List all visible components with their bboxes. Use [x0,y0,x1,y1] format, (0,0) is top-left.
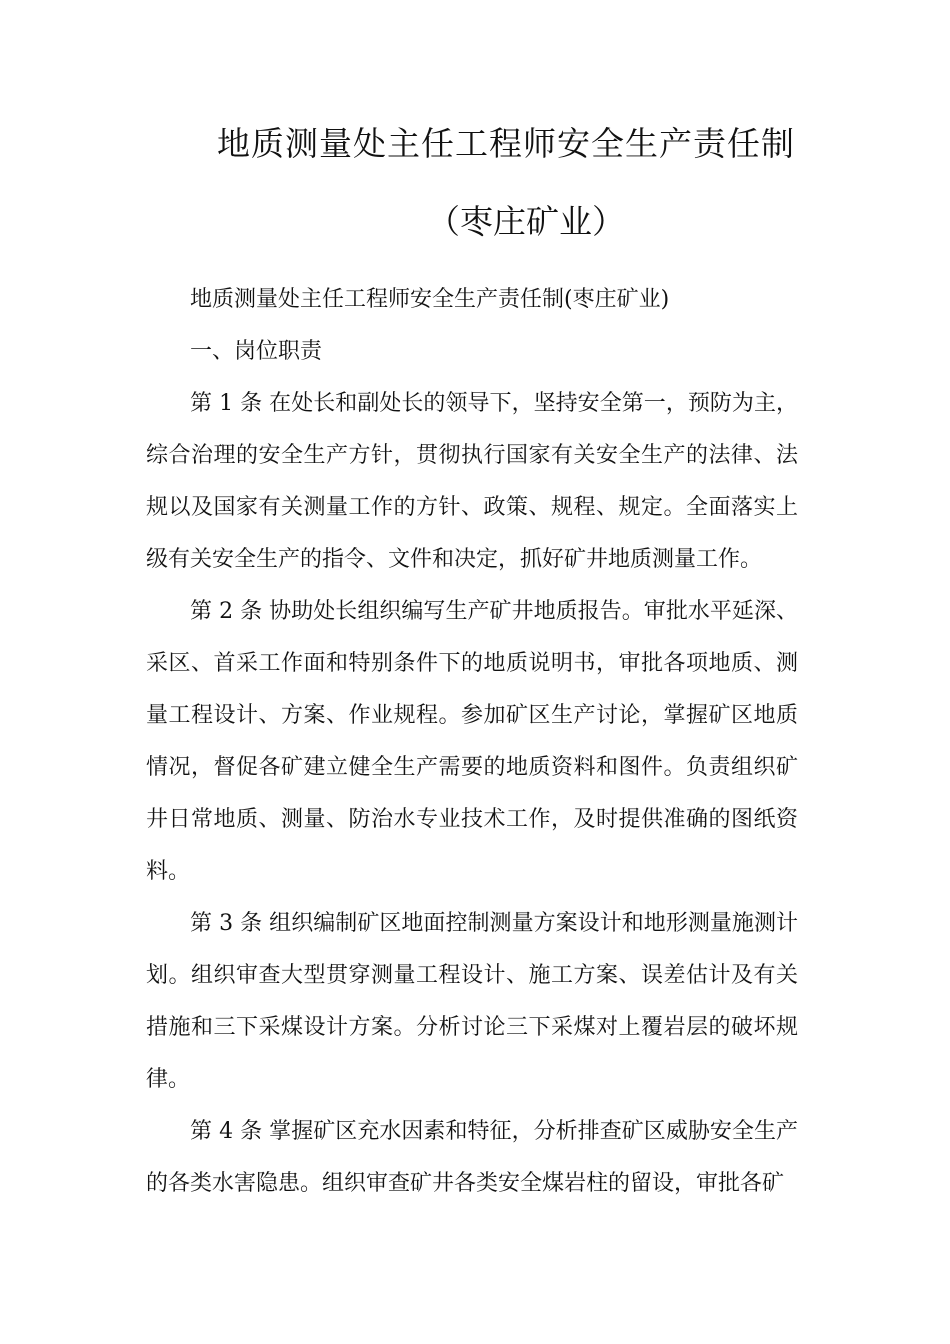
article-label: 第 4 条 [190,1119,263,1144]
article-text: 在处长和副处长的领导下，坚持安全第一，预防为主，综合治理的安全生产方针，贯彻执行国家有关安全生产的法律、法规以及国家有关测量工作的方针、政策、规程、规定。全面落实上级有关安全生产的指令、文件和决定，抓好矿井地质测量工作。 [146,391,799,572]
article-paragraph [146,378,798,586]
article-text: 组织编制矿区地面控制测量方案设计和地形测量施测计划。组织审查大型贯穿测量工程设计、施工方案、误差估计及有关措施和三下采煤设计方案。分析讨论三下采煤对上覆岩层的破坏规律。 [146,911,799,1092]
document-title: 地质测量处主任工程师安全生产责任制 [217,124,795,163]
paragraph-text: 一、岗位职责 [190,339,323,364]
article-label: 第 3 条 [190,911,263,936]
article-paragraph [146,1106,798,1210]
article-paragraph [146,898,798,1106]
article-text: 掌握矿区充水因素和特征，分析排查矿区威胁安全生产的各类水害隐患。组织审查矿井各类安全煤岩柱的留设，审批各矿 [146,1119,799,1196]
section-heading [146,326,798,378]
document-subtitle: （枣庄矿业） [427,202,625,241]
document-body [146,274,798,1210]
article-text: 协助处长组织编写生产矿井地质报告。审批水平延深、采区、首采工作面和特别条件下的地质说明书，审批各项地质、测量工程设计、方案、作业规程。参加矿区生产讨论，掌握矿区地质情况，督促各矿建立健全生产需要的地质资料和图件。负责组织矿井日常地质、测量、防治水专业技术工作，及时提供准确的图纸资料。 [146,599,799,884]
paragraph-text: 地质测量处主任工程师安全生产责任制(枣庄矿业) [190,287,670,312]
paragraph-heading [146,274,798,326]
article-label: 第 2 条 [190,599,263,624]
article-paragraph [146,586,798,898]
article-label: 第 1 条 [190,391,263,416]
